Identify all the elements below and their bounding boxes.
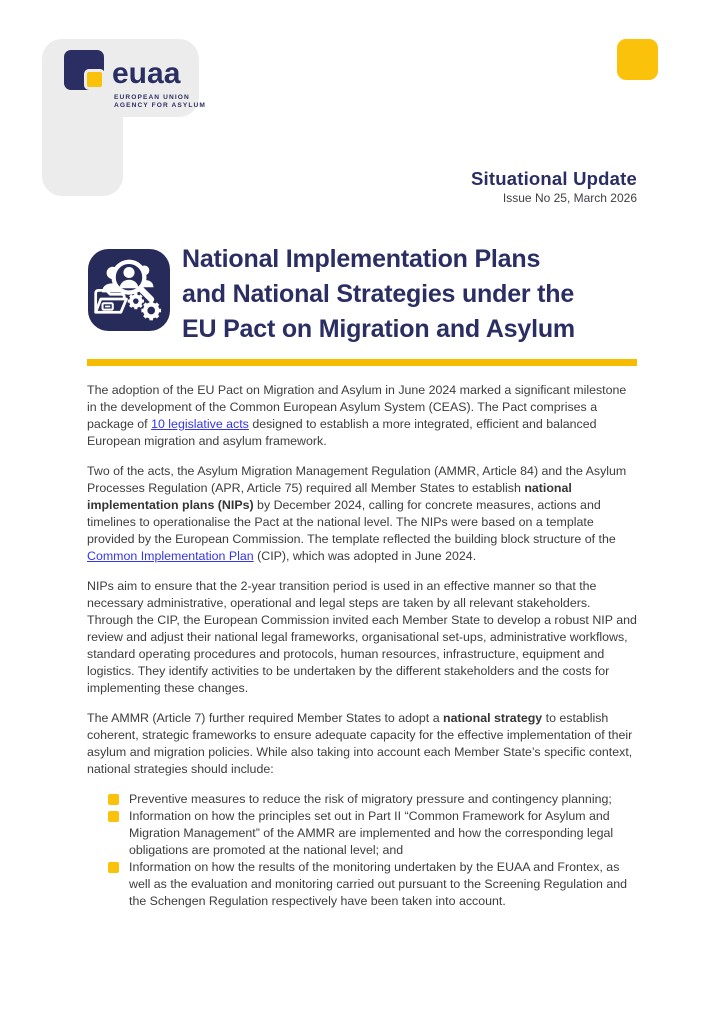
body-text: NIPs aim to ensure that the 2-year transition period is used in an effective manner so that the necessary administrative, operational and legal steps are taken by all relevant stakeholders. Through the CIP, the European Commission invited each Member State to develop a robust NIP and review and adjust their national legal frameworks, organisational set-ups, administrative workflows, standard operating procedures and protocols, human resources, infrastructure, equipment and logistics. They identify activities to be undertaken by the different stakeholders and the costs for implementing these changes.	[87, 579, 637, 695]
issue-block	[471, 168, 637, 206]
issue-number-line: Issue No 25, March 2026	[502, 191, 637, 205]
bullet-text: Information on how the principles set out in Part II “Common Framework for Asylum and Migration Management” of the AMMR are implemented and how the corresponding legal obligations are promoted at the national level; and	[129, 809, 614, 857]
page-title-line-1: National Implementation Plans	[182, 245, 541, 273]
body-area	[87, 382, 638, 910]
body-text: (CIP), which was adopted in June 2024.	[253, 549, 477, 563]
bullet-item	[87, 791, 638, 808]
euaa-logo-subline-1: EUROPEAN UNION	[114, 94, 190, 101]
paragraph	[87, 578, 638, 697]
person-in-magnifier-icon	[123, 267, 134, 278]
body-text: The AMMR (Article 7) further required Member States to adopt a	[87, 711, 444, 725]
document-type-heading: Situational Update	[471, 168, 637, 189]
bullet-text: Information on how the results of the monitoring undertaken by the EUAA and Frontex, as well as the evaluation and monitoring carried out pursuant to the Screening Regulation and the Schengen Regulation respectively have been taken into account.	[129, 860, 628, 908]
body-text: by December 2024, calling for concrete measures, actions and timelines to operationalise the Pact at the national level. The NIPs were based on a template provided by the European Commission. The template reflected the building block structure of the	[87, 498, 616, 546]
header-corner-shape	[42, 39, 206, 196]
title-divider	[87, 359, 637, 366]
page-title-line-3: EU Pact on Migration and Asylum	[182, 315, 575, 343]
euaa-logo-mark-yellow-square	[84, 69, 105, 90]
yellow-corner-accent	[617, 39, 658, 80]
body-paragraphs	[87, 382, 638, 778]
paragraph	[87, 382, 638, 450]
bold-text: national strategy	[443, 711, 543, 725]
paragraph	[87, 463, 638, 565]
euaa-logo	[64, 50, 206, 112]
body-text: Two of the acts, the Asylum Migration Management Regulation (AMMR, Article 84) and the Asylum Processes Regulation (APR, Article 75) required all Member States to establish	[87, 464, 627, 495]
bullet-item	[87, 808, 638, 859]
page-title-line-2: and National Strategies under the	[182, 280, 575, 308]
paragraph	[87, 710, 638, 778]
page-title	[182, 242, 575, 347]
bold-text: national implementation plans (NIPs)	[87, 481, 572, 512]
title-icon	[88, 246, 170, 334]
body-text: The adoption of the EU Pact on Migration and Asylum in June 2024 marked a significant milestone in the development of the Common European Asylum System (CEAS). The Pact comprises a package of	[87, 383, 627, 431]
bullet-square-icon	[108, 811, 119, 822]
bullet-square-icon	[108, 794, 119, 805]
bullet-square-icon	[108, 862, 119, 873]
euaa-wordmark: euaa	[112, 57, 181, 90]
bullet-text: Preventive measures to reduce the risk of migratory pressure and contingency planning;	[129, 792, 612, 806]
body-text: designed to establish a more integrated, efficient and balanced European migration and asylum framework.	[87, 417, 597, 448]
inline-link[interactable]: Common Implementation Plan	[87, 549, 254, 563]
euaa-logo-subline-2: AGENCY FOR ASYLUM	[114, 102, 206, 109]
inline-link[interactable]: 10 legislative acts	[151, 417, 249, 431]
bullet-list	[87, 791, 638, 910]
body-text: to establish coherent, strategic frameworks to ensure adequate capacity for the effective implementation of their asylum and migration policies. While also taking into account each Member State’s specific context, national strategies should include:	[87, 711, 633, 776]
bullet-item	[87, 859, 638, 910]
